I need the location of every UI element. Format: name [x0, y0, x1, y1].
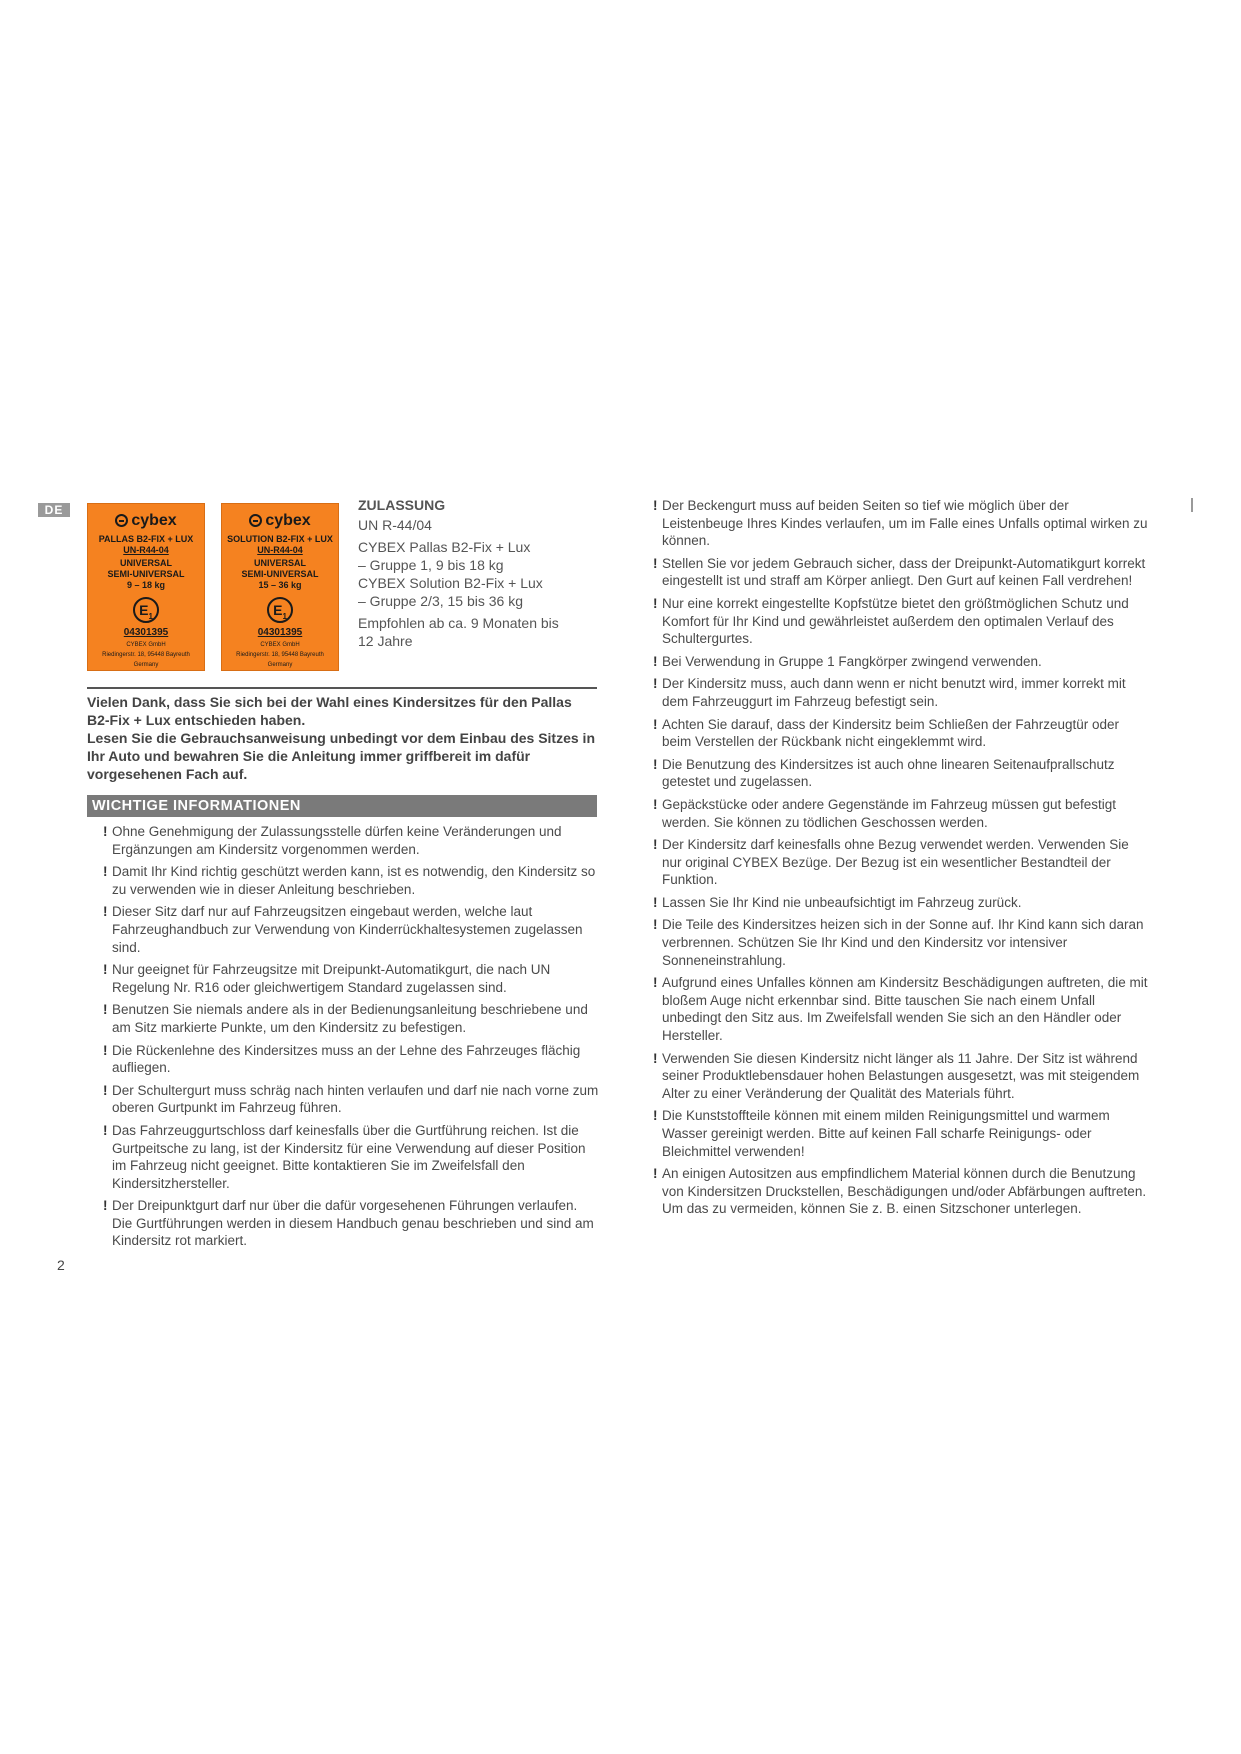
intro-text — [87, 693, 597, 783]
warning-item — [103, 961, 600, 996]
approval-info — [358, 496, 598, 650]
warning-item — [653, 894, 1150, 912]
label-approval-number: 04301395 — [123, 627, 169, 638]
cybex-logo — [222, 512, 338, 530]
warning-text: Stellen Sie vor jedem Gebrauch sicher, dass der Dreipunkt-Automatikgurt korrekt eingestellt ist und straff am Körper anliegt. Den Gurt auf keinen Fall verdrehen! — [662, 555, 1146, 589]
warning-icon: ! — [653, 1166, 658, 1182]
label-regulation: UN-R44-04 — [257, 545, 303, 555]
warning-text: Der Beckengurt muss auf beiden Seiten so tief wie möglich über der Leistenbeuge Ihres Kindes verlaufen, um im Falle eines Unfalls optimal wirken zu können. — [662, 498, 1148, 549]
warning-text: Benutzen Sie niemals andere als in der Bedienungsanleitung beschriebene und am Sitz markierte Punkte, um den Kindersitz zu befestigen. — [112, 1002, 588, 1035]
warning-icon: ! — [653, 1050, 658, 1066]
warning-item — [103, 863, 600, 898]
warning-list-left — [103, 823, 600, 1255]
warning-text: Der Schultergurt muss schräg nach hinten verlaufen und darf nie nach vorne zum oberen Gurtpunkt im Fahrzeug führen. — [112, 1082, 599, 1116]
warning-item — [653, 595, 1150, 648]
warning-list-right — [653, 497, 1150, 1223]
warning-icon: ! — [653, 716, 658, 732]
label-brand: cybex — [131, 512, 177, 529]
divider — [87, 687, 597, 689]
warning-icon: ! — [653, 756, 658, 772]
warning-text: Das Fahrzeuggurtschloss darf keinesfalls über die Gurtführung reichen. Ist die Gurtpeitsche zu lang, ist der Kindersitz für eine Verwendung auf dieser Position im Fahrzeug nicht geeignet. Bitte kontaktieren Sie im Zweifelsfall den Kindersitzhersteller. — [112, 1122, 586, 1191]
language-tab: DE — [38, 503, 70, 517]
cybex-logo-icon — [249, 514, 262, 527]
warning-item — [103, 1082, 600, 1117]
warning-item — [103, 1042, 600, 1077]
warning-text: Nur eine korrekt eingestellte Kopfstütze bietet den größtmöglichen Schutz und Komfort für Ihr Kind und gewährleistet außerdem den optimalen Verlauf des Schultergurtes. — [662, 595, 1129, 647]
e-mark-icon — [133, 597, 159, 623]
warning-text: Der Kindersitz darf keinesfalls ohne Bezug verwendet werden. Verwenden Sie nur original CYBEX Bezüge. Der Bezug ist ein wesentlicher Bestandteil der Funktion. — [662, 837, 1129, 888]
warning-icon: ! — [653, 595, 658, 611]
label-maker-country: Germany — [267, 662, 293, 668]
warning-item — [653, 716, 1150, 751]
approval-title: ZULASSUNG — [358, 497, 446, 513]
warning-item — [103, 1122, 600, 1192]
warning-text: Damit Ihr Kind richtig geschützt werden kann, ist es notwendig, den Kindersitz so zu verwenden wie in dieser Anleitung beschrieben. — [112, 864, 596, 897]
label-approval-number: 04301395 — [257, 627, 303, 638]
page-number: 2 — [57, 1257, 65, 1273]
warning-icon: ! — [653, 975, 658, 991]
label-maker-address: Riedingerstr. 18, 95448 Bayreuth — [102, 652, 190, 658]
label-class-universal: UNIVERSAL — [253, 558, 306, 568]
approval-product-1: CYBEX Pallas B2-Fix + Lux — [358, 539, 531, 555]
warning-icon: ! — [103, 864, 108, 880]
warning-text: Verwenden Sie diesen Kindersitz nicht länger als 11 Jahre. Der Sitz ist während seiner Produktlebensdauer hohen Belastungen ausgesetzt, was mit steigendem Alter zu einer Veränderung der Qualität des Materials führt. — [662, 1050, 1140, 1101]
warning-item — [653, 1050, 1150, 1103]
warning-item — [103, 1001, 600, 1036]
label-regulation: UN-R44-04 — [123, 545, 169, 555]
e-mark-number: 1 — [282, 611, 287, 621]
warning-text: Der Dreipunktgurt darf nur über die dafür vorgesehenen Führungen verlaufen. Die Gurtführungen werden in diesem Handbuch genau beschrieben und sind am Kindersitz rot markiert. — [112, 1198, 594, 1249]
warning-item — [653, 555, 1150, 590]
warning-text: Die Teile des Kindersitzes heizen sich in der Sonne auf. Ihr Kind kann sich daran verbrennen. Schützen Sie Ihr Kind und den Kindersitz vor intensiver Sonneneinstrahlung. — [662, 917, 1144, 968]
label-maker-address: Riedingerstr. 18, 95448 Bayreuth — [236, 652, 324, 658]
approval-product-2: CYBEX Solution B2-Fix + Lux — [358, 575, 543, 591]
approval-label-pallas — [87, 503, 205, 671]
warning-item — [103, 823, 600, 858]
warning-item — [653, 653, 1150, 671]
section-title: WICHTIGE INFORMATIONEN — [87, 795, 597, 817]
warning-item — [653, 675, 1150, 710]
approval-age-line-1: Empfohlen ab ca. 9 Monaten bis — [358, 615, 559, 631]
label-maker-name: CYBEX GmbH — [126, 642, 166, 648]
warning-icon: ! — [103, 1042, 108, 1058]
warning-item — [653, 916, 1150, 969]
warning-text: An einigen Autositzen aus empfindlichem Material können durch die Benutzung von Kindersitzen Druckstellen, Beschädigungen und/oder Abfärbungen auftreten. Um das zu vermeiden, können Sie z. B. einen Sitzschoner unterlegen. — [662, 1166, 1147, 1217]
warning-icon: ! — [653, 837, 658, 853]
cybex-logo — [88, 512, 204, 530]
warning-text: Nur geeignet für Fahrzeugsitze mit Dreipunkt-Automatikgurt, die nach UN Regelung Nr. R16 oder gleichwertigem Standard zugelassen sind. — [112, 962, 551, 995]
label-class-semi-universal: SEMI-UNIVERSAL — [241, 569, 319, 579]
warning-text: Der Kindersitz muss, auch dann wenn er nicht benutzt wird, immer korrekt mit dem Fahrzeuggurt im Fahrzeug befestigt sein. — [662, 676, 1126, 709]
approval-regulation: UN R-44/04 — [358, 517, 432, 533]
warning-text: Bei Verwendung in Gruppe 1 Fangkörper zwingend verwenden. — [662, 653, 1042, 669]
warning-icon: ! — [103, 1198, 108, 1214]
warning-text: Dieser Sitz darf nur auf Fahrzeugsitzen eingebaut werden, welche laut Fahrzeughandbuch zur Verwendung von Kinderrückhaltesystemen zugelassen sind. — [112, 904, 583, 955]
warning-text: Die Kunststoffteile können mit einem milden Reinigungsmittel und warmem Wasser gereinigt werden. Bitte auf keinen Fall scharfe Reinigungs- oder Bleichmittel verwenden! — [662, 1108, 1110, 1159]
approval-label-solution — [221, 503, 339, 671]
warning-text: Ohne Genehmigung der Zulassungsstelle dürfen keine Veränderungen und Ergänzungen am Kindersitz vorgenommen werden. — [112, 824, 562, 857]
warning-icon: ! — [103, 1082, 108, 1098]
warning-icon: ! — [653, 796, 658, 812]
warning-icon: ! — [653, 555, 658, 571]
warning-item — [653, 756, 1150, 791]
label-weight: 9 – 18 kg — [126, 580, 166, 590]
warning-item — [103, 1197, 600, 1250]
warning-text: Aufgrund eines Unfalles können am Kindersitz Beschädigungen auftreten, die mit bloßem Auge nicht erkennbar sind. Bitte tauschen Sie nach einem Unfall unbedingt den Sitz aus. Im Zweifelsfall wenden Sie sich an den Händler oder Hersteller. — [662, 975, 1148, 1044]
warning-icon: ! — [103, 1002, 108, 1018]
approval-group-1: – Gruppe 1, 9 bis 18 kg — [358, 557, 504, 573]
warning-text: Lassen Sie Ihr Kind nie unbeaufsichtigt im Fahrzeug zurück. — [662, 894, 1022, 910]
e-mark-number: 1 — [148, 611, 153, 621]
label-product: SOLUTION B2-FIX + LUX — [227, 534, 333, 544]
warning-icon: ! — [653, 894, 658, 910]
warning-icon: ! — [653, 653, 658, 669]
label-weight: 15 – 36 kg — [258, 580, 302, 590]
warning-item — [653, 796, 1150, 831]
label-class-semi-universal: SEMI-UNIVERSAL — [107, 569, 185, 579]
warning-icon: ! — [653, 917, 658, 933]
warning-icon: ! — [653, 676, 658, 692]
warning-icon: ! — [103, 904, 108, 920]
e-mark-letter: E — [273, 602, 283, 618]
warning-icon: ! — [103, 824, 108, 839]
cybex-logo-icon — [115, 514, 128, 527]
warning-text: Achten Sie darauf, dass der Kindersitz beim Schließen der Fahrzeugtür oder beim Verstellen der Rückbank nicht eingeklemmt wird. — [662, 716, 1119, 750]
warning-item — [653, 1165, 1150, 1218]
warning-item — [653, 1107, 1150, 1160]
approval-group-2: – Gruppe 2/3, 15 bis 36 kg — [358, 593, 523, 609]
page-edge-marker — [1191, 498, 1193, 512]
warning-icon: ! — [103, 962, 108, 978]
approval-age-line-2: 12 Jahre — [358, 633, 413, 649]
warning-text: Gepäckstücke oder andere Gegenstände im Fahrzeug müssen gut befestigt werden. Sie können zu tödlichen Geschossen werden. — [662, 796, 1117, 830]
label-brand: cybex — [265, 512, 311, 529]
warning-item — [103, 903, 600, 956]
label-maker-name: CYBEX GmbH — [260, 642, 300, 648]
warning-icon: ! — [653, 498, 658, 513]
warning-item — [653, 974, 1150, 1044]
intro-thanks: Vielen Dank, dass Sie sich bei der Wahl eines Kindersitzes für den Pallas B2-Fix + Lux entschieden haben. — [87, 694, 572, 728]
warning-text: Die Rückenlehne des Kindersitzes muss an der Lehne des Fahrzeuges flächig aufliegen. — [112, 1042, 581, 1076]
label-maker-country: Germany — [133, 662, 159, 668]
label-class-universal: UNIVERSAL — [119, 558, 172, 568]
intro-instructions: Lesen Sie die Gebrauchsanweisung unbedingt vor dem Einbau des Sitzes in Ihr Auto und bewahren Sie die Anleitung immer griffbereit im dafür vorgesehenen Fach auf. — [87, 730, 595, 782]
warning-item — [653, 836, 1150, 889]
label-product: PALLAS B2-FIX + LUX — [98, 534, 194, 544]
e-mark-icon — [267, 597, 293, 623]
warning-text: Die Benutzung des Kindersitzes ist auch ohne linearen Seitenaufprallschutz getestet und zugelassen. — [662, 756, 1115, 790]
warning-item — [653, 497, 1150, 550]
warning-icon: ! — [653, 1108, 658, 1124]
e-mark-letter: E — [139, 602, 149, 618]
warning-icon: ! — [103, 1122, 108, 1138]
